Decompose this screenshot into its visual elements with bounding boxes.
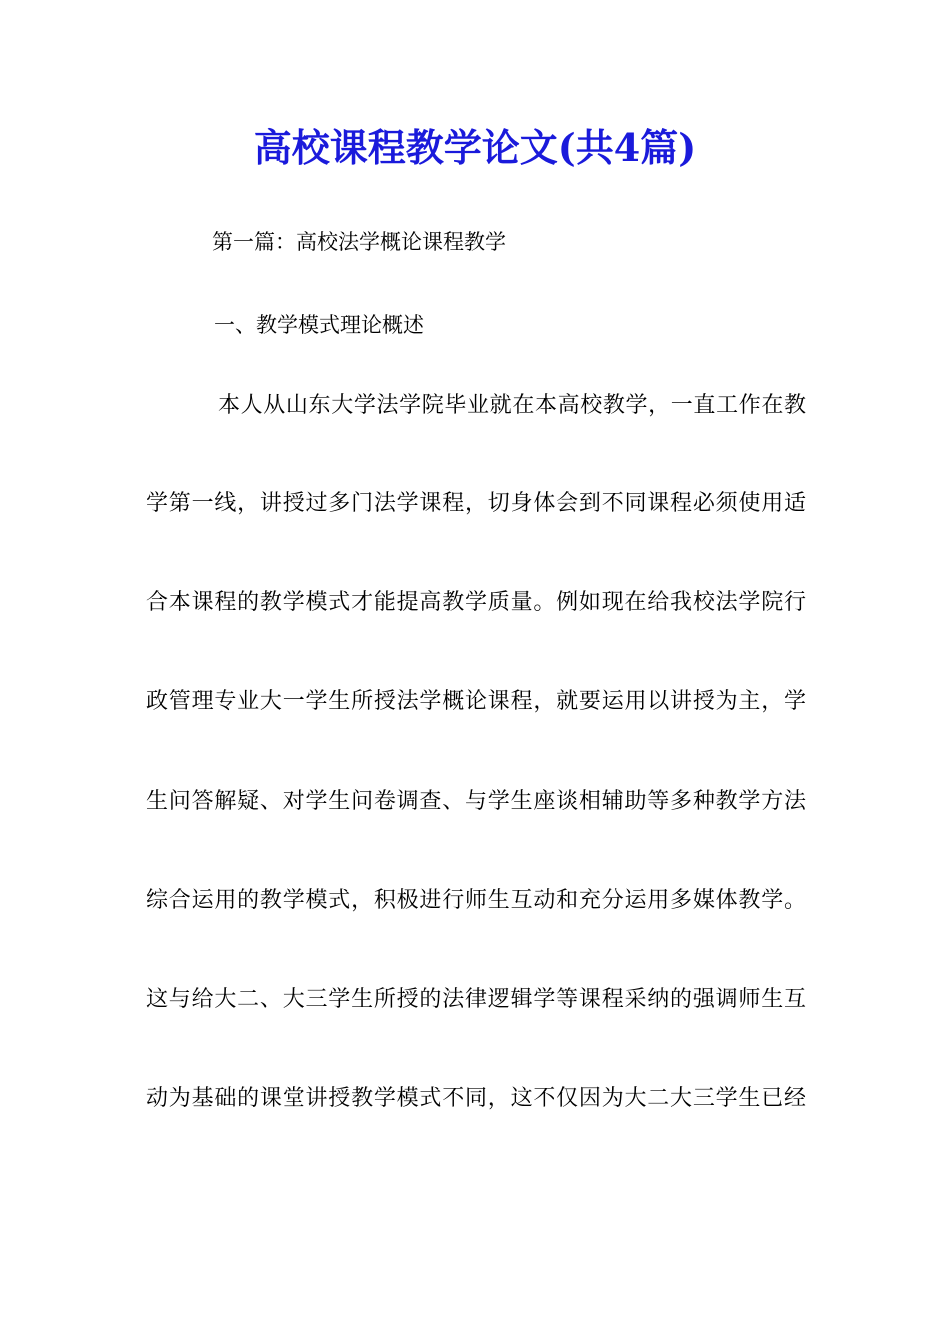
paragraph-line: 本人从山东大学法学院毕业就在本高校教学，一直工作在教 [218,393,806,418]
document-title: 高校课程教学论文(共4篇) [253,125,697,170]
paragraph-line: 综合运用的教学模式，积极进行师生互动和充分运用多媒体教学。 [146,888,806,913]
paragraph-line: 生问答解疑、对学生问卷调查、与学生座谈相辅助等多种教学方法 [146,789,806,814]
section-heading: 一、教学模式理论概述 [214,313,424,337]
paragraph-line: 政管理专业大一学生所授法学概论课程，就要运用以讲授为主，学 [146,689,806,714]
paragraph-line: 学第一线，讲授过多门法学课程，切身体会到不同课程必须使用适 [146,491,806,516]
paragraph-line: 动为基础的课堂讲授教学模式不同，这不仅因为大二大三学生已经 [146,1086,806,1111]
chapter-subheading: 第一篇：高校法学概论课程教学 [212,230,506,254]
paragraph-line: 合本课程的教学模式才能提高教学质量。例如现在给我校法学院行 [146,590,806,615]
paragraph-line: 这与给大二、大三学生所授的法律逻辑学等课程采纳的强调师生互 [146,987,806,1012]
